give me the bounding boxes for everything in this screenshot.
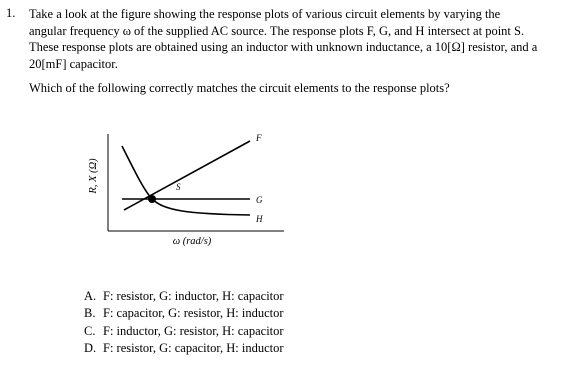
choice-a[interactable]: [84, 288, 284, 305]
choice-text: F: inductor, G: resistor, H: capacitor: [103, 323, 284, 338]
choice-letter: D.: [84, 340, 97, 355]
question-prompt: Which of the following correctly matches the circuit elements to the response plots?: [29, 81, 450, 95]
stem-line: These response plots are obtained using an inductor with unknown inductance, a 10[Ω] resistor, and a: [29, 40, 538, 54]
x-axis-label: ω (rad/s): [172, 236, 212, 247]
curve-h: [122, 146, 250, 215]
y-axis-label: R, X (Ω): [88, 158, 99, 194]
choice-b[interactable]: [84, 305, 284, 322]
question-number: 1.: [6, 6, 16, 20]
response-plot-figure: [84, 126, 294, 254]
intersection-point-s: [148, 195, 156, 203]
choice-letter: A.: [84, 289, 97, 303]
choice-text: F: resistor, G: capacitor, H: inductor: [103, 340, 284, 355]
choice-c[interactable]: [84, 323, 284, 340]
stem-line: angular frequency ω of the supplied AC source. The response plots F, G, and H intersect at point S.: [29, 23, 525, 38]
choice-text: F: resistor, G: inductor, H: capacitor: [103, 289, 284, 303]
curve-g-label: G: [256, 195, 263, 205]
question-stem: [29, 6, 579, 72]
curve-h-label: H: [256, 214, 263, 224]
curve-f-label: F: [256, 133, 262, 143]
point-s-label: S: [176, 182, 181, 192]
stem-line: 20[mF] capacitor.: [29, 56, 118, 71]
stem-line: Take a look at the figure showing the response plots of various circuit elements by varying the: [29, 7, 501, 21]
answer-choices: [84, 288, 284, 357]
choice-text: F: capacitor, G: resistor, H: inductor: [103, 306, 284, 321]
response-plot: [84, 126, 294, 254]
choice-d[interactable]: [84, 340, 284, 357]
choice-letter: C.: [84, 323, 96, 338]
choice-letter: B.: [84, 306, 96, 321]
